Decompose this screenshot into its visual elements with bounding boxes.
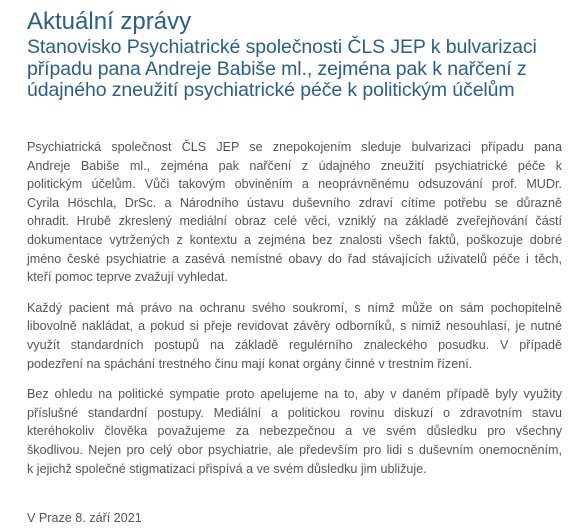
paragraph-line: jméno české psychiatrie a zasévá nemístné obavy do řad stávajících uživatelů péče i těch, — [27, 251, 562, 266]
article-paragraph-3 — [27, 385, 562, 478]
paragraph-line: dokumentace vytržených z kontextu a zejména bez znalosti všech faktů, poškozuje dobré — [27, 232, 562, 247]
paragraph-line: Bez ohledu na politické sympatie proto apelujeme na to, aby v daném případě byly využity — [27, 387, 562, 402]
article-title — [27, 37, 572, 102]
article-date: V Praze 8. září 2021 — [27, 511, 142, 525]
paragraph-line: ohradit. Hrubě zkreslený mediální obraz celé věci, vzniklý na základě zveřejňování částí — [27, 214, 562, 229]
paragraph-line: kteří pomoc teprve zvažují vyhledat. — [27, 270, 228, 285]
article-paragraph-1 — [27, 138, 562, 287]
paragraph-line: kteréhokoliv člověka považujeme za nebezpečnou a ve svém důsledku pro všechny — [27, 424, 562, 439]
paragraph-line: Psychiatrická společnost ČLS JEP se znepokojením sleduje bulvarizaci případu pana — [27, 140, 562, 154]
paragraph-line: Andreje Babiše ml., zejména pak nařčení z údajného zneužití psychiatrické péče k — [27, 158, 562, 173]
paragraph-line: podezření na spáchání trestného činu mají konat orgány činné v trestním řízení. — [27, 356, 473, 371]
article-title-line: údajného zneužití psychiatrické péče k politickým účelům — [27, 79, 515, 101]
article-title-line: případu pana Andreje Babiše ml., zejména pak k nařčení z — [27, 57, 527, 80]
paragraph-line: k jejichž společné stigmatizaci přispívá a ve svém důsledku jim ubližuje. — [27, 461, 427, 476]
paragraph-line: škodlivou. Nejen pro celý obor psychiatrie, ale především pro lidi s duševním onemocněním, — [27, 442, 562, 457]
paragraph-line: Cyrila Höschla, DrSc. a Národního ústavu duševního zdraví cítíme potřebu se důrazně — [27, 195, 562, 210]
article-body — [27, 138, 562, 490]
paragraph-line: příslušné standardní postupy. Mediální a politickou rovinu diskuzí o zdravotním stavu — [27, 405, 562, 420]
paragraph-line: politickým účelům. Vůči takovým obviněním a neoprávněnému odsuzování prof. MUDr. — [27, 177, 562, 192]
article-title-line: Stanovisko Psychiatrické společnosti ČLS JEP k bulvarizaci — [27, 36, 537, 58]
section-title: Aktuální zprávy — [27, 8, 192, 35]
article-paragraph-2 — [27, 299, 562, 373]
paragraph-line: libovolně nakládat, a pokud si přeje revidovat závěry odborníků, s nimiž nesouhlasí, je nutné — [27, 319, 562, 334]
paragraph-line: využít standardních postupů na základě regulérního znaleckého posudku. V případě — [27, 337, 562, 352]
paragraph-line: Každý pacient má právo na ochranu svého soukromí, s nímž může on sám pochopitelně — [27, 300, 562, 315]
